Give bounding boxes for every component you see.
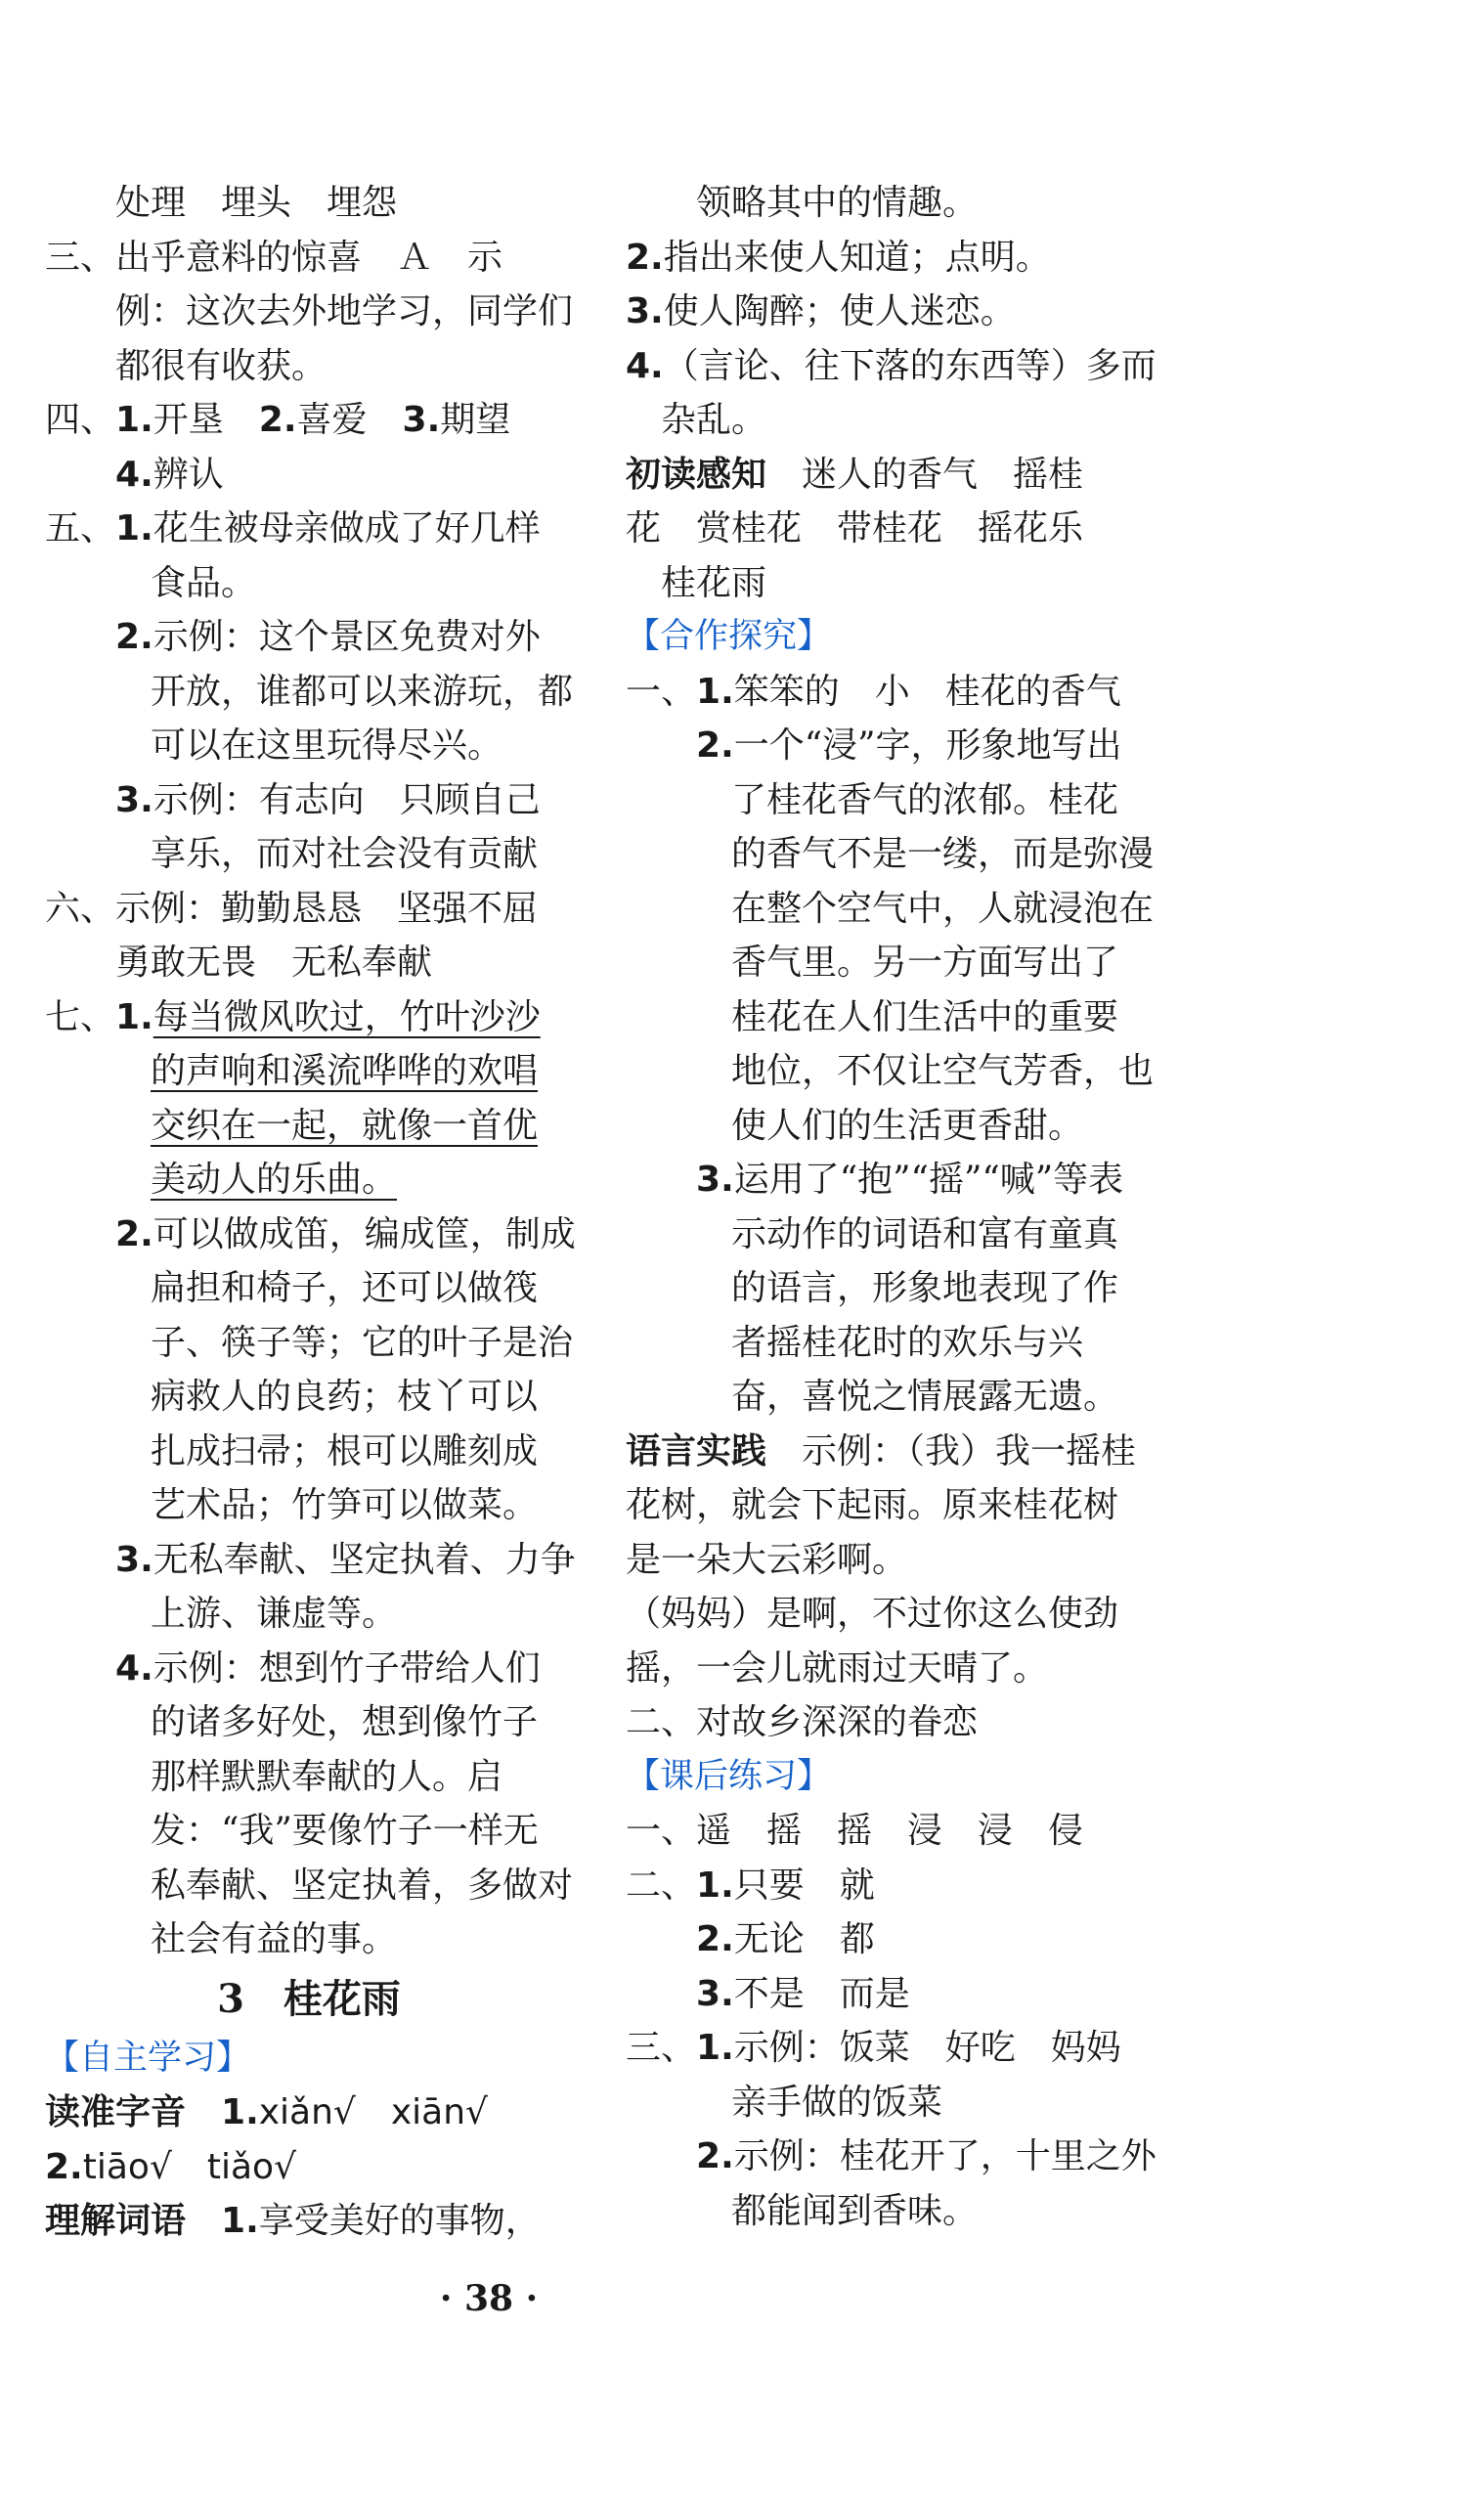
text-line: 3.无私奉献、坚定执着、力争 [115, 1539, 576, 1580]
text-line: 领略其中的情趣。 [626, 183, 979, 223]
text-line: 亲手做的饭菜 [626, 2082, 943, 2123]
text-line: 地位，不仅让空气芳香，也 [626, 1051, 1155, 1091]
text-line: 上游、谦虚等。 [45, 1594, 398, 1634]
text-line: 都能闻到香味。 [626, 2190, 979, 2231]
text-line: 的声响和溪流哗哗的欢唱 [151, 1051, 539, 1091]
text-line: 2.一个“浸”字，形象地写出 [696, 725, 1122, 766]
text-line: 读准字音 1.xiǎn√ xiān√ [45, 2092, 488, 2132]
text-line: 的语言，形象地表现了作 [626, 1268, 1119, 1308]
text-line: 三、出乎意料的惊喜 Ａ 示 [45, 237, 503, 278]
page-number: · 38 · [439, 2278, 539, 2319]
text-line: 艺术品；竹笋可以做菜。 [45, 1485, 539, 1525]
text-line: 桂花在人们生活中的重要 [626, 996, 1119, 1037]
text-line: 4.（言论、往下落的东西等）多而 [626, 345, 1157, 386]
text-line: 了桂花香气的浓郁。桂花 [626, 779, 1119, 820]
text-line: 处理 埋头 埋怨 [45, 183, 398, 223]
text-line: 私奉献、坚定执着，多做对 [45, 1865, 574, 1906]
text-line: 理解词语 1.享受美好的事物， [45, 2201, 541, 2241]
text-line: 扎成扫帚；根可以雕刻成 [45, 1430, 539, 1471]
text-line: 的诸多好处，想到像竹子 [45, 1702, 539, 1742]
text-line: 桂花雨 [626, 562, 767, 603]
text-line: 扁担和椅子，还可以做筏 [45, 1268, 539, 1308]
text-line: 摇，一会儿就雨过天晴了。 [626, 1647, 1049, 1689]
text-line: 是一朵大云彩啊。 [626, 1539, 908, 1580]
text-line: 二、1.只要 就 [626, 1865, 875, 1906]
text-line: 发：“我”要像竹子一样无 [45, 1811, 539, 1851]
text-line: 勇敢无畏 无私奉献 [45, 943, 433, 983]
text-line: 香气里。另一方面写出了 [626, 943, 1119, 983]
text-line: 2.可以做成笛，编成筐，制成 [115, 1213, 576, 1254]
text-line: 3.运用了“抱”“摇”“喊”等表 [696, 1160, 1124, 1200]
section-heading: 【课后练习】 [626, 1756, 832, 1796]
text-line: 杂乱。 [626, 400, 767, 440]
text-line: 例：这次去外地学习，同学们 [45, 291, 574, 331]
text-line: 4.辨认 [115, 454, 224, 495]
text-line: 4.示例：想到竹子带给人们 [115, 1647, 541, 1689]
text-line: 六、示例：勤勤恳恳 坚强不屈 [45, 888, 539, 929]
text-line: 交织在一起，就像一首优 [151, 1105, 539, 1146]
text-line: 一、1.笨笨的 小 桂花的香气 [626, 671, 1121, 712]
text-line: 2.示例：桂花开了，十里之外 [696, 2136, 1157, 2176]
text-line: 奋，喜悦之情展露无遗。 [626, 1377, 1119, 1417]
text-line: 初读感知 迷人的香气 摇桂 [626, 454, 1084, 495]
text-line: 二、对故乡深深的眷恋 [626, 1702, 979, 1742]
text-line: 的香气不是一缕，而是弥漫 [626, 834, 1155, 874]
text-line: 使人们的生活更香甜。 [626, 1105, 1084, 1146]
text-line: 开放，谁都可以来游玩，都 [45, 671, 574, 712]
text-line: 2.tiāo√ tiǎo√ [45, 2146, 297, 2187]
text-line: 3.示例：有志向 只顾自己 [115, 779, 541, 820]
text-line: （妈妈）是啊，不过你这么使劲 [626, 1594, 1119, 1634]
text-line: 四、1.开垦 2.喜爱 3.期望 [45, 400, 511, 440]
text-line: 3.不是 而是 [696, 1973, 910, 2014]
text-line: 2.无论 都 [696, 1919, 875, 1959]
text-line: 示动作的词语和富有童真 [626, 1213, 1119, 1254]
section-heading: 【合作探究】 [626, 617, 832, 656]
text-line: 花 赏桂花 带桂花 摇花乐 [626, 508, 1084, 549]
text-line: 七、1.每当微风吹过，竹叶沙沙 [45, 996, 541, 1037]
text-line: 社会有益的事。 [45, 1919, 398, 1959]
text-line: 食品。 [45, 562, 257, 603]
text-line: 一、遥 摇 摇 浸 浸 侵 [626, 1811, 1084, 1851]
chapter-title: 3 桂花雨 [217, 1975, 401, 2022]
text-line: 三、1.示例：饭菜 好吃 妈妈 [626, 2028, 1121, 2068]
section-heading: 【自主学习】 [45, 2038, 251, 2078]
text-line: 者摇桂花时的欢乐与兴 [626, 1322, 1084, 1363]
text-line: 3.使人陶醉；使人迷恋。 [626, 291, 1016, 331]
text-line: 在整个空气中，人就浸泡在 [626, 888, 1155, 929]
text-line: 语言实践 示例：（我）我一摇桂 [626, 1430, 1137, 1471]
text-line: 子、筷子等；它的叶子是治 [45, 1322, 574, 1363]
left-column [45, 176, 576, 2249]
text-line: 都很有收获。 [45, 345, 327, 386]
text-line: 病救人的良药；枝丫可以 [45, 1377, 539, 1417]
text-line: 2.示例：这个景区免费对外 [115, 617, 541, 657]
text-line: 享乐，而对社会没有贡献 [45, 834, 539, 874]
text-line: 美动人的乐曲。 [151, 1160, 398, 1200]
text-line: 五、1.花生被母亲做成了好几样 [45, 508, 541, 549]
text-line: 那样默默奉献的人。启 [45, 1756, 503, 1797]
text-line: 花树，就会下起雨。原来桂花树 [626, 1485, 1119, 1525]
text-line: 2.指出来使人知道；点明。 [626, 237, 1051, 278]
right-column [626, 176, 1157, 2238]
text-line: 可以在这里玩得尽兴。 [45, 725, 503, 766]
